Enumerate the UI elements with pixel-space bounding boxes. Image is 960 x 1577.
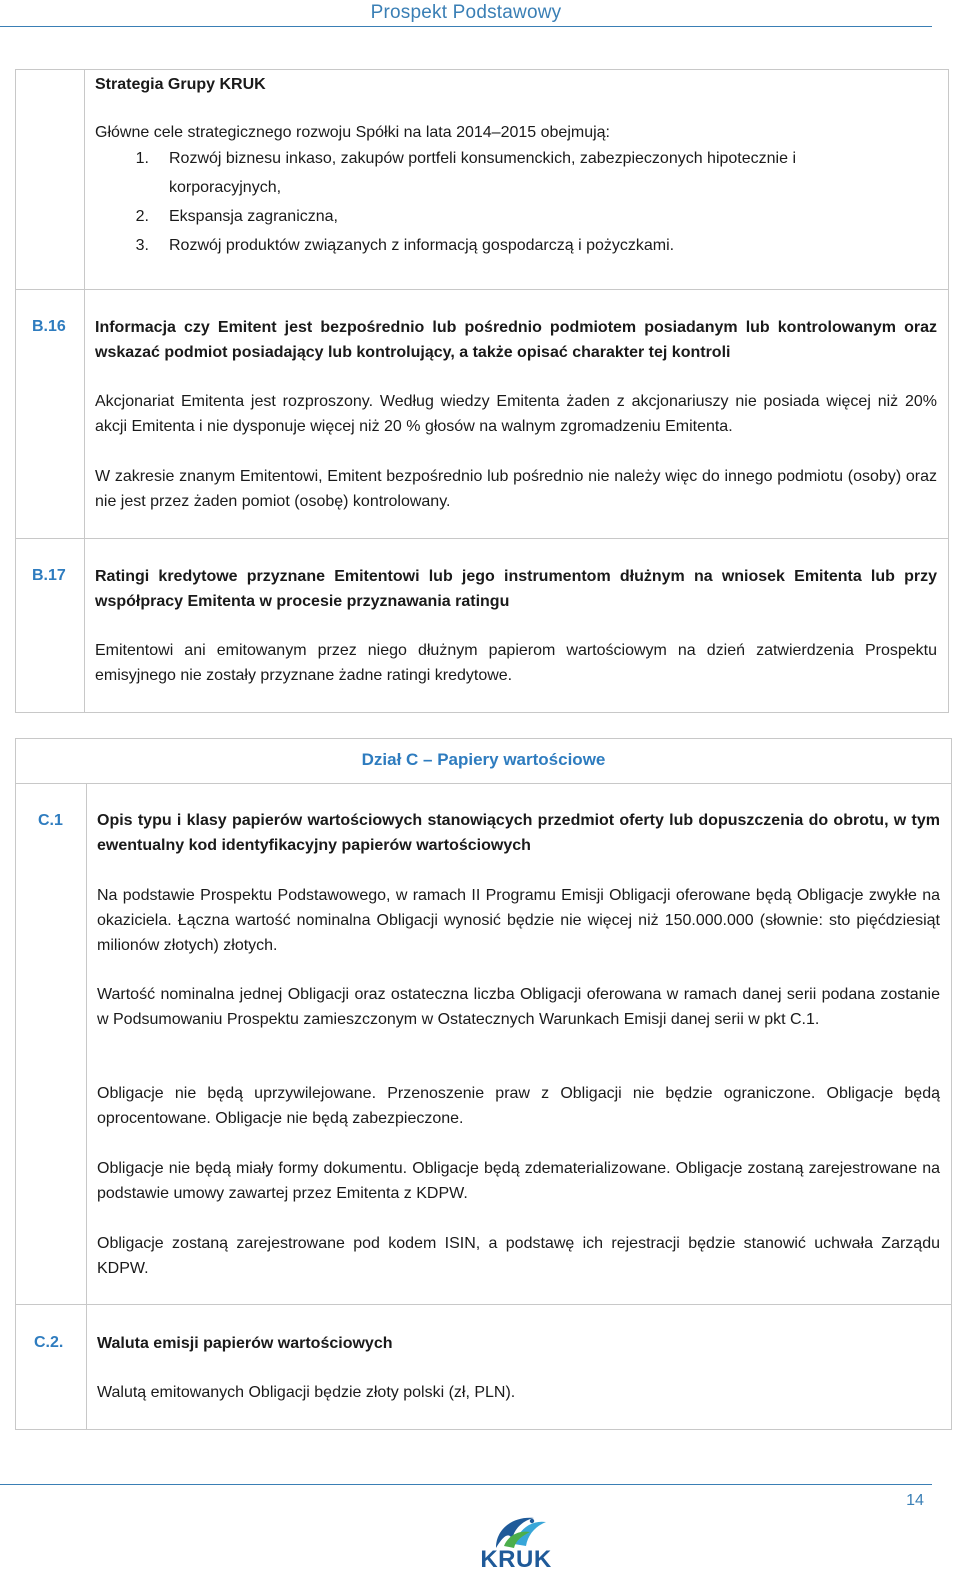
strategy-intro: Główne cele strategicznego rozwoju Spółki na lata 2014–2015 obejmują: [95,124,610,141]
list-item [131,144,911,202]
list-item-text: Rozwój biznesu inkaso, zakupów portfeli konsumenckich, zabezpieczonych hipotecznie i korporacyjnych, [169,150,796,196]
table2-row-divider [15,783,952,784]
c2-heading: Waluta emisji papierów wartościowych [97,1335,393,1352]
table1-row-divider [15,538,949,539]
item-code-b16: B.16 [32,318,66,335]
table2-column-divider [86,783,87,1430]
list-item-number: 2. [135,208,149,225]
b17-heading: Ratingi kredytowe przyznane Emitentowi lub jego instrumentom dłużnym na wniosek Emitenta lub przy współpracy Emitenta w procesie przyznawania ratingu [95,568,937,610]
item-code-c2: C.2. [34,1334,64,1351]
c1-paragraph-1: Na podstawie Prospektu Podstawowego, w ramach II Programu Emisji Obligacji oferowane będą Obligacje zwykłe na okaziciela. Łączna wartość nominalna Obligacji wynosić będzie nie więcej niż 150.000.000 (słownie: sto pięćdziesiąt milionów złotych) złotych. [97,887,940,954]
page-number: 14 [906,1492,924,1509]
c1-paragraph-5: Obligacje zostaną zarejestrowane pod kodem ISIN, a podstawę ich rejestracji będzie stanowić uchwała Zarządu KDPW. [97,1235,940,1277]
c1-paragraph-3: Obligacje nie będą uprzywilejowane. Przenoszenie praw z Obligacji nie będzie ograniczone. Obligacje będą oprocentowane. Obligacje nie będą zabezpieczone. [97,1085,940,1127]
kruk-logo [474,1510,558,1572]
list-item-text: Rozwój produktów związanych z informacją gospodarczą i pożyczkami. [169,237,675,254]
b16-heading: Informacja czy Emitent jest bezpośrednio lub pośrednio podmiotem posiadanym lub kontrolowanym oraz wskazać podmiot posiadający lub kontrolujący, a także opisać charakter tej kontroli [95,319,937,361]
table1-row-divider [15,289,949,290]
header-title: Prospekt Podstawowy [370,2,562,23]
section-c-title: Dział C – Papiery wartościowe [361,750,606,769]
c1-paragraph-2: Wartość nominalna jednej Obligacji oraz ostateczna liczba Obligacji oferowana w ramach danej serii podana zostanie w Podsumowaniu Prospektu zamieszczonym w Ostatecznych Warunkach Emisji danej serii w pkt C.1. [97,986,940,1028]
table2-row-divider [15,1304,952,1305]
logo-text: KRUK [480,1546,552,1573]
list-item-text: Ekspansja zagraniczna, [169,208,338,225]
list-item-number: 1. [135,150,149,167]
c1-paragraph-4: Obligacje nie będą miały formy dokumentu. Obligacje będą zdematerializowane. Obligacje zostaną zarejestrowane na podstawie umowy zawartej przez Emitenta z KDPW. [97,1160,940,1202]
list-item [131,231,911,260]
kruk-bird-icon [474,1510,558,1550]
item-code-c1: C.1 [38,812,63,829]
b16-paragraph-1: Akcjonariat Emitenta jest rozproszony. Według wiedzy Emitenta żaden z akcjonariuszy nie posiada więcej niż 20% akcji Emitenta i nie dysponuje więcej niż 20 % głosów na walnym zgromadzeniu Emitenta. [95,393,937,435]
strategy-title: Strategia Grupy KRUK [95,76,266,93]
b16-paragraph-2: W zakresie znanym Emitentowi, Emitent bezpośrednio lub pośrednio nie należy więc do innego podmiotu (osoby) oraz nie jest przez żaden pomiot (osobę) kontrolowany. [95,468,937,510]
header-divider [0,26,932,27]
list-item [131,202,911,231]
b17-paragraph: Emitentowi ani emitowanym przez niego dłużnym papierom wartościowym na dzień zatwierdzenia Prospektu emisyjnego nie zostały przyznane żadne ratingi kredytowe. [95,642,937,684]
strategy-goals-list [131,144,911,260]
c2-paragraph: Walutą emitowanych Obligacji będzie złoty polski (zł, PLN). [97,1384,516,1401]
footer-divider [0,1484,932,1485]
list-item-number: 3. [135,237,149,254]
item-code-b17: B.17 [32,567,66,584]
c1-heading: Opis typu i klasy papierów wartościowych stanowiących przedmiot oferty lub dopuszczenia do obrotu, w tym ewentualny kod identyfikacyjny papierów wartościowych [97,812,940,854]
table1-column-divider [84,69,85,713]
